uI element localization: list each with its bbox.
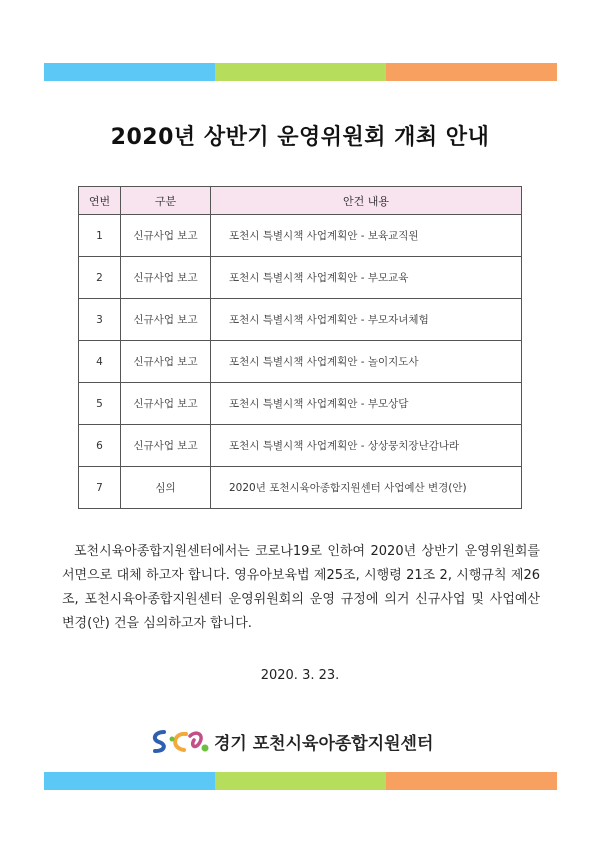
bottom-color-stripe bbox=[44, 772, 557, 790]
row-item: 포천시 특별시책 사업계획안 - 놀이지도사 bbox=[211, 341, 522, 383]
row-category: 신규사업 보고 bbox=[121, 425, 211, 467]
organization-name: 경기 포천시육아종합지원센터 bbox=[214, 733, 434, 754]
table-row bbox=[79, 215, 522, 257]
center-logo-icon bbox=[150, 726, 212, 756]
row-category: 신규사업 보고 bbox=[121, 215, 211, 257]
stripe-blue bbox=[44, 772, 215, 790]
row-item: 2020년 포천시육아종합지원센터 사업예산 변경(안) bbox=[211, 467, 522, 509]
row-number: 3 bbox=[79, 299, 121, 341]
document-date: 2020. 3. 23. bbox=[260, 668, 340, 683]
table-row bbox=[79, 299, 522, 341]
row-item: 포천시 특별시책 사업계획안 - 부모교육 bbox=[211, 257, 522, 299]
row-item: 포천시 특별시책 사업계획안 - 부모자녀체험 bbox=[211, 299, 522, 341]
top-color-stripe bbox=[44, 63, 557, 81]
row-item: 포천시 특별시책 사업계획안 - 상상뭉치장난감나라 bbox=[211, 425, 522, 467]
table-row bbox=[79, 257, 522, 299]
stripe-blue bbox=[44, 63, 215, 81]
stripe-green bbox=[215, 63, 386, 81]
table-row bbox=[79, 383, 522, 425]
row-category: 신규사업 보고 bbox=[121, 257, 211, 299]
row-number: 5 bbox=[79, 383, 121, 425]
row-number: 4 bbox=[79, 341, 121, 383]
row-number: 7 bbox=[79, 467, 121, 509]
row-category: 신규사업 보고 bbox=[121, 341, 211, 383]
agenda-table bbox=[78, 186, 522, 509]
table-row bbox=[79, 467, 522, 509]
row-number: 2 bbox=[79, 257, 121, 299]
notice-paragraph: 포천시육아종합지원센터에서는 코로나19로 인하여 2020년 상반기 운영위원회를 서면으로 대체 하고자 합니다. 영유아보육법 제25조, 시행령 21조 2, 시행규칙 제26조, 포천시육아종합지원센터 운영위원회의 운영 규정에 의거 신규사업 및 사업예산 변경(안) 건을 심의하고자 합니다. bbox=[62, 544, 540, 631]
row-item: 포천시 특별시책 사업계획안 - 보육교직원 bbox=[211, 215, 522, 257]
organization-signature bbox=[150, 726, 433, 756]
stripe-orange bbox=[386, 63, 557, 81]
row-category: 신규사업 보고 bbox=[121, 383, 211, 425]
stripe-green bbox=[215, 772, 386, 790]
row-number: 1 bbox=[79, 215, 121, 257]
stripe-orange bbox=[386, 772, 557, 790]
header-category: 구분 bbox=[121, 187, 211, 215]
table-row bbox=[79, 341, 522, 383]
document-title: 2020년 상반기 운영위원회 개최 안내 bbox=[110, 125, 490, 150]
table-header-row bbox=[79, 187, 522, 215]
row-category: 심의 bbox=[121, 467, 211, 509]
row-category: 신규사업 보고 bbox=[121, 299, 211, 341]
table-row bbox=[79, 425, 522, 467]
row-item: 포천시 특별시책 사업계획안 - 부모상담 bbox=[211, 383, 522, 425]
header-number: 연번 bbox=[79, 187, 121, 215]
row-number: 6 bbox=[79, 425, 121, 467]
header-item: 안건 내용 bbox=[211, 187, 522, 215]
